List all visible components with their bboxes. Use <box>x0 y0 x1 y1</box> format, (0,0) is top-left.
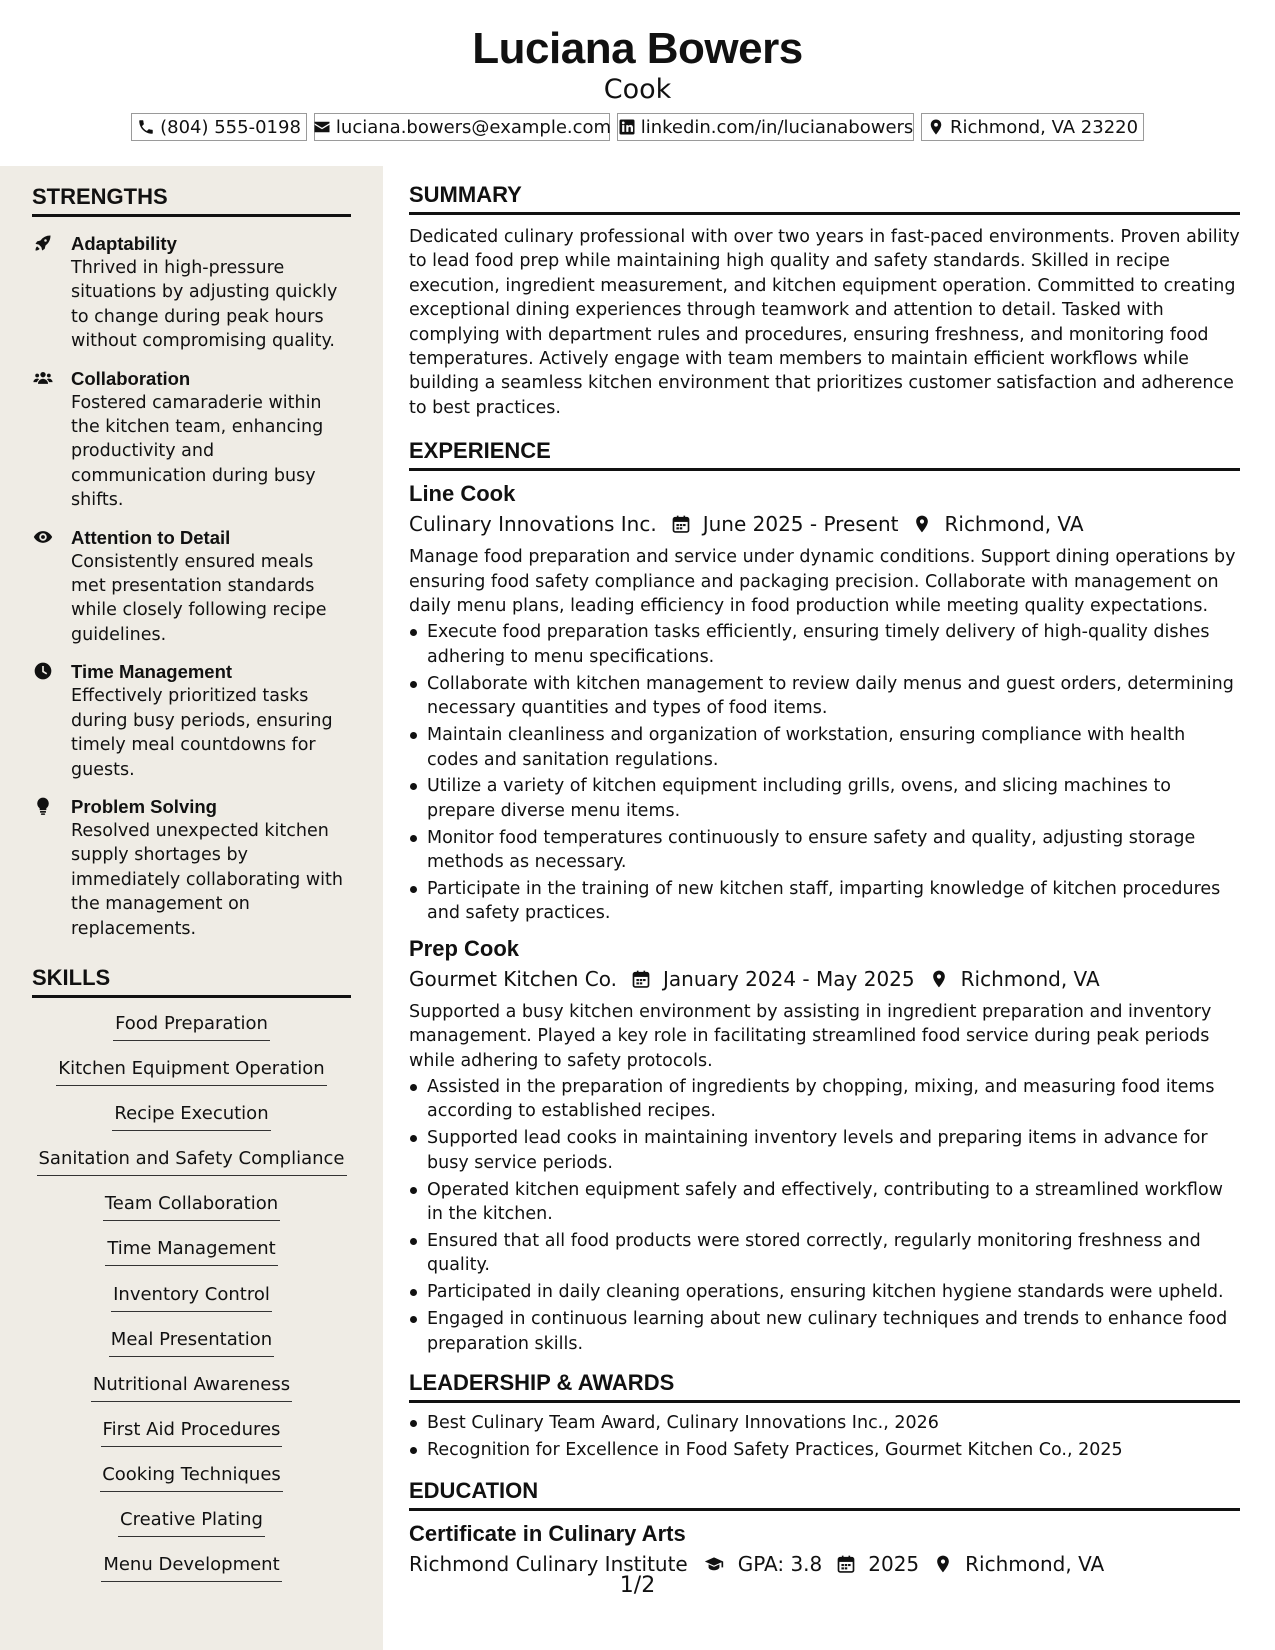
strength-name: Collaboration <box>71 367 191 389</box>
graduation-year: 2025 <box>868 1552 920 1577</box>
awards-heading: LEADERSHIP & AWARDS <box>409 1368 1240 1403</box>
contact-email-text: luciana.bowers@example.com <box>335 116 612 138</box>
experience-heading: EXPERIENCE <box>409 436 1240 471</box>
strength-name: Time Management <box>71 661 233 683</box>
strength-item <box>32 525 351 648</box>
job-meta <box>409 964 1240 994</box>
job-entry <box>409 479 1240 926</box>
list-item: Ensured that all food products were stored correctly, regularly monitoring freshness and quality. <box>427 1229 1240 1278</box>
job-location: Richmond, VA <box>944 512 1084 537</box>
degree-title: Certificate in Culinary Arts <box>409 1521 686 1547</box>
summary-text: Dedicated culinary professional with over two years in fast-paced environments. Proven ability to lead food prep while maintaining high quality and safety standards. Skilled in recipe execution, ingredient measurement, and kitchen equipment operation. Committed to creating exceptional dining experiences through teamwork and attention to detail. Tasked with complying with department rules and procedures, ensuring freshness, and monitoring food temperatures. Actively engage with team members to maintain efficient workflows while building a seamless kitchen environment that prioritizes customer satisfaction and adherence to best practices. <box>409 227 1240 418</box>
location-pin-icon <box>912 514 932 534</box>
skill-item: Creative Plating <box>32 1508 351 1553</box>
job-title: Line Cook <box>409 481 516 507</box>
strength-name: Attention to Detail <box>71 526 231 548</box>
job-dates: January 2024 - May 2025 <box>663 966 915 991</box>
strength-desc: Resolved unexpected kitchen supply shortages by immediately collaborating with the management on replacements. <box>71 820 343 939</box>
list-item: Supported lead cooks in maintaining inventory levels and preparing items in advance for busy service periods. <box>427 1126 1240 1175</box>
contact-linkedin[interactable] <box>617 113 914 141</box>
strength-desc: Effectively prioritized tasks during busy periods, ensuring timely meal countdowns for guests. <box>71 686 333 780</box>
list-item: Participated in daily cleaning operations, ensuring kitchen hygiene standards were upheld. <box>427 1280 1240 1304</box>
location-pin-icon <box>929 969 949 989</box>
candidate-name: Luciana Bowers <box>472 24 803 73</box>
education-heading: EDUCATION <box>409 1476 1240 1511</box>
strength-item <box>32 659 351 782</box>
strength-item <box>32 794 351 941</box>
contact-email[interactable] <box>314 113 610 141</box>
job-company: Gourmet Kitchen Co. <box>409 966 617 991</box>
school-name: Richmond Culinary Institute <box>409 1552 688 1577</box>
phone-icon <box>137 118 155 136</box>
main-content <box>409 180 1240 1579</box>
linkedin-icon <box>618 118 636 136</box>
contact-linkedin-text: linkedin.com/in/lucianabowers <box>640 116 914 138</box>
rocket-icon <box>32 233 54 253</box>
list-item: Collaborate with kitchen management to review daily menus and guest orders, determining necessary quantities and types of food items. <box>427 672 1240 721</box>
graduation-cap-icon <box>702 1554 726 1574</box>
strength-desc: Fostered camaraderie within the kitchen team, enhancing productivity and communication during busy shifts. <box>71 392 324 511</box>
awards-list <box>409 1411 1240 1462</box>
list-item: Assisted in the preparation of ingredients by chopping, mixing, and measuring food items according to established recipes. <box>427 1075 1240 1124</box>
list-item: Maintain cleanliness and organization of workstation, ensuring compliance with health codes and sanitation regulations. <box>427 723 1240 772</box>
eye-icon <box>32 527 54 547</box>
job-location: Richmond, VA <box>960 966 1100 991</box>
skill-item: Meal Presentation <box>32 1328 351 1373</box>
skill-item: First Aid Procedures <box>32 1418 351 1463</box>
strengths-heading: STRENGTHS <box>32 182 351 217</box>
list-item: Recognition for Excellence in Food Safety Practices, Gourmet Kitchen Co., 2025 <box>427 1438 1240 1462</box>
job-meta <box>409 509 1240 539</box>
job-bullets <box>409 1075 1240 1356</box>
strength-desc: Thrived in high-pressure situations by adjusting quickly to change during peak hours without compromising quality. <box>71 258 338 352</box>
job-title: Prep Cook <box>409 935 520 961</box>
strength-name: Problem Solving <box>71 795 217 817</box>
list-item: Utilize a variety of kitchen equipment including grills, ovens, and slicing machines to prepare diverse menu items. <box>427 774 1240 823</box>
list-item: Engaged in continuous learning about new culinary techniques and trends to enhance food preparation skills. <box>427 1307 1240 1356</box>
list-item: Operated kitchen equipment safely and effectively, contributing to a streamlined workflow in the kitchen. <box>427 1178 1240 1227</box>
skill-item: Sanitation and Safety Compliance <box>32 1147 351 1192</box>
job-bullets <box>409 620 1240 925</box>
skill-item: Inventory Control <box>32 1283 351 1328</box>
lightbulb-icon <box>32 796 54 816</box>
skill-list <box>32 1012 351 1598</box>
users-icon <box>32 368 54 388</box>
contact-bar <box>0 113 1275 141</box>
job-description: Supported a busy kitchen environment by assisting in ingredient preparation and inventory management. Played a key role in facilitating streamlined food service during peak periods while adhering to safety protocols. <box>409 1001 1212 1071</box>
contact-location <box>921 113 1144 141</box>
job-entry <box>409 934 1240 1356</box>
strength-item <box>32 366 351 513</box>
calendar-icon <box>631 969 651 989</box>
location-pin-icon <box>933 1554 953 1574</box>
job-dates: June 2025 - Present <box>702 512 899 537</box>
strength-desc: Consistently ensured meals met presentation standards while closely following recipe guidelines. <box>71 551 327 645</box>
sidebar <box>0 166 383 1650</box>
skills-heading: SKILLS <box>32 963 351 998</box>
skill-item: Food Preparation <box>32 1012 351 1057</box>
calendar-icon <box>836 1554 856 1574</box>
list-item: Monitor food temperatures continuously to ensure safety and quality, adjusting storage methods as necessary. <box>427 826 1240 875</box>
school-location: Richmond, VA <box>965 1552 1105 1577</box>
clock-icon <box>32 661 54 681</box>
skill-item: Recipe Execution <box>32 1102 351 1147</box>
location-pin-icon <box>927 118 945 136</box>
contact-phone-text: (804) 555-0198 <box>160 116 301 138</box>
list-item: Participate in the training of new kitchen staff, imparting knowledge of kitchen procedures and safety practices. <box>427 877 1240 926</box>
job-description: Manage food preparation and service under dynamic conditions. Support dining operations by ensuring food safety compliance and packaging precision. Collaborate with management on daily menu plans, leading efficiency in food production while meeting quality expectations. <box>409 547 1236 617</box>
skill-item: Nutritional Awareness <box>32 1373 351 1418</box>
skill-item: Cooking Techniques <box>32 1463 351 1508</box>
skill-item: Time Management <box>32 1237 351 1282</box>
calendar-icon <box>671 514 691 534</box>
list-item: Best Culinary Team Award, Culinary Innovations Inc., 2026 <box>427 1411 1240 1435</box>
envelope-icon <box>313 118 331 136</box>
summary-heading: SUMMARY <box>409 180 1240 215</box>
contact-phone[interactable] <box>131 113 307 141</box>
gpa: GPA: 3.8 <box>737 1552 823 1577</box>
job-company: Culinary Innovations Inc. <box>409 512 657 537</box>
list-item: Execute food preparation tasks efficiently, ensuring timely delivery of high-quality dishes adhering to menu specifications. <box>427 620 1240 669</box>
page-number: 1/2 <box>619 1573 656 1598</box>
skill-item: Kitchen Equipment Operation <box>32 1057 351 1102</box>
strength-name: Adaptability <box>71 233 177 254</box>
strength-item <box>32 231 351 354</box>
skill-item: Menu Development <box>32 1553 351 1598</box>
skill-item: Team Collaboration <box>32 1192 351 1237</box>
contact-location-text: Richmond, VA 23220 <box>949 116 1139 138</box>
candidate-role: Cook <box>603 74 672 105</box>
